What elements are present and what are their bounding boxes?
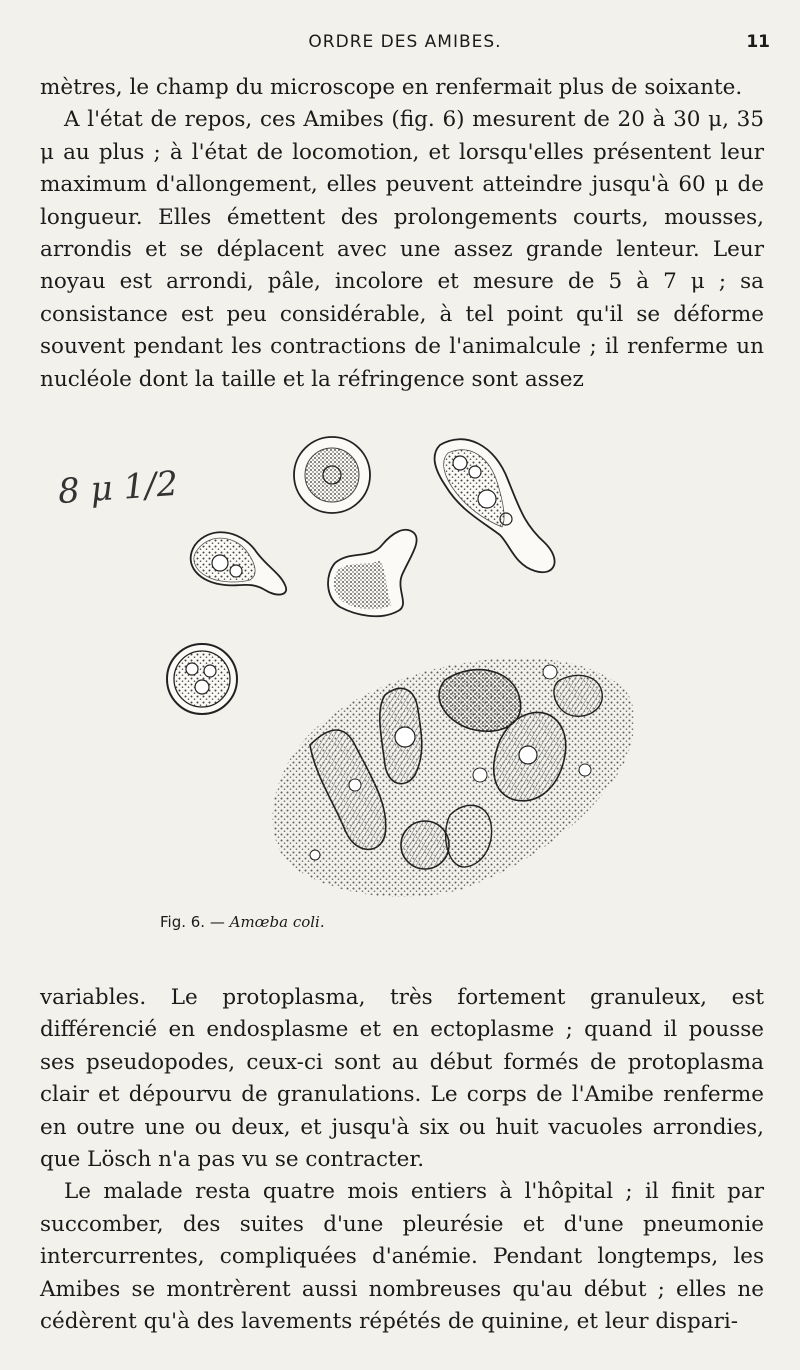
running-head (40, 32, 770, 60)
amoeba-cyst (167, 644, 237, 714)
figure-species: Amœba coli. (229, 913, 325, 931)
paragraph-continuation: mètres, le champ du microscope en renfermait plus de soixante. (40, 75, 743, 100)
running-title: ORDRE DES AMIBES. (308, 32, 502, 52)
figure-caption (160, 913, 325, 931)
page-number: 11 (746, 32, 770, 52)
amoeba-cell-elongated (435, 439, 555, 572)
paragraph-protoplasma: variables. Le protoplasma, très fortement granuleux, est différencié en endosplasme et en ectoplasme ; quand il pousse ses pseudopodes, ceux-ci sont au début formés de protoplasma clair et dépourvu de granulations. Le corps de l'Amibe renferme en outre une ou deux, et jusqu'à six ou huit vacuoles arrondies, que Lösch n'a pas vu se contracter. (40, 985, 764, 1173)
amoeba-cell-pear (191, 532, 287, 594)
amoeba-illustration (130, 425, 770, 925)
handwritten-note: 8 μ 1/2 (56, 463, 180, 513)
amoeba-cell-round-top (294, 437, 370, 513)
amoeba-cell-irregular (328, 530, 417, 616)
figure-label: Fig. 6. — (160, 913, 225, 931)
text-block-top (40, 72, 764, 396)
tissue-mass (273, 658, 635, 897)
figure-amoeba-coli (130, 425, 770, 945)
text-block-bottom (40, 982, 764, 1338)
paragraph-amibes-size: A l'état de repos, ces Amibes (fig. 6) mesurent de 20 à 30 μ, 35 μ au plus ; à l'état de locomotion, et lorsqu'elles présentent leur maximum d'allongement, elles peuvent atteindre jusqu'à 60 μ de longueur. Elles émettent des prolongements courts, mousses, arrondis et se déplacent avec une assez grande lenteur. Leur noyau est arrondi, pâle, incolore et mesure de 5 à 7 μ ; sa consistance est peu considérable, à tel point qu'il se déforme souvent pendant les contractions de l'animalcule ; il renferme un nucléole dont la taille et la réfringence sont assez (40, 107, 764, 392)
paragraph-malade: Le malade resta quatre mois entiers à l'hôpital ; il finit par succomber, des suites d'une pleurésie et d'une pneumonie intercurrentes, compliquées d'anémie. Pendant longtemps, les Amibes se montrèrent aussi nombreuses qu'au début ; elles ne cédèrent qu'à des lavements répétés de quinine, et leur dispari- (40, 1179, 764, 1335)
